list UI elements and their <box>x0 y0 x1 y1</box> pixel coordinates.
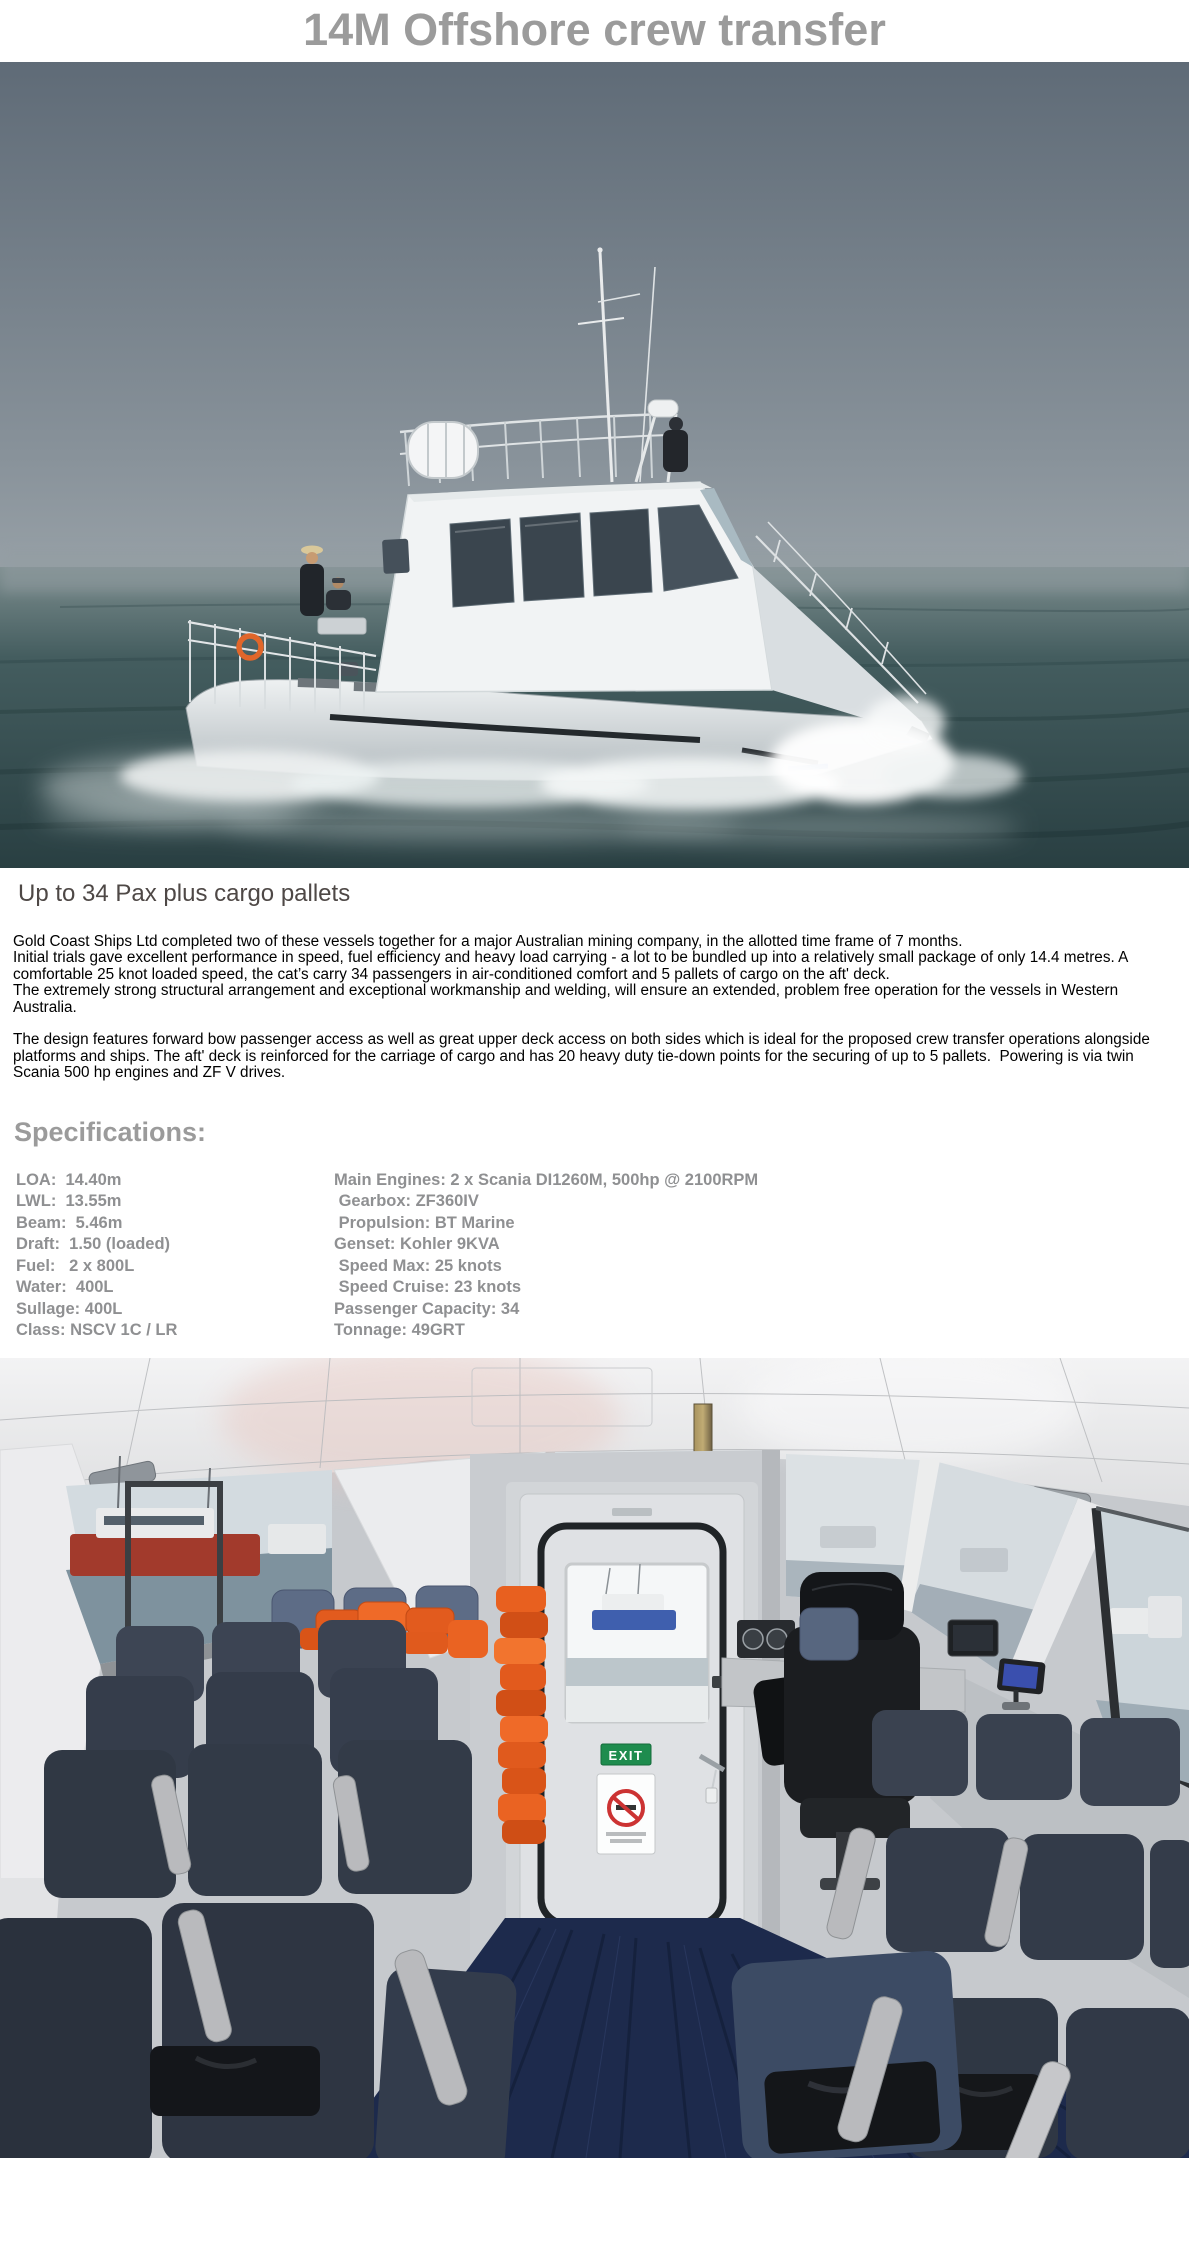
svg-text:EXIT: EXIT <box>608 1747 644 1763</box>
exit-sign <box>601 1744 651 1765</box>
spec-lwl: LWL: 13.55m <box>16 1192 122 1211</box>
paragraph-spacer <box>13 1016 1176 1032</box>
spec-class: Class: NSCV 1C / LR <box>16 1321 178 1340</box>
spec-row <box>16 1170 1189 1192</box>
spec-beam: Beam: 5.46m <box>16 1213 123 1232</box>
door-top-latch <box>612 1508 652 1516</box>
spec-gearbox: Gearbox: ZF360IV <box>334 1192 479 1211</box>
spec-speed-max: Speed Max: 25 knots <box>334 1256 502 1275</box>
article-body <box>13 934 1176 1082</box>
spec-row <box>16 1320 1189 1342</box>
spec-fuel: Fuel: 2 x 800L <box>16 1256 135 1275</box>
spec-water: Water: 400L <box>16 1278 114 1297</box>
spec-draft: Draft: 1.50 (loaded) <box>16 1235 171 1254</box>
spec-row <box>16 1191 1189 1213</box>
spec-sullage: Sullage: 400L <box>16 1299 123 1318</box>
spec-row <box>16 1234 1189 1256</box>
spec-propulsion: Propulsion: BT Marine <box>334 1213 515 1232</box>
paragraph: The extremely strong structural arrangement and exceptional workmanship and welding, will ensure an extended, problem free operation for the vessels in Western Australia. <box>13 982 1122 1016</box>
gps-display <box>997 1658 1046 1695</box>
specifications-heading: Specifications: <box>14 1116 207 1147</box>
spec-passenger-capacity: Passenger Capacity: 34 <box>334 1299 520 1318</box>
no-smoking-sign <box>597 1774 655 1854</box>
spec-row <box>16 1213 1189 1235</box>
paragraph: Gold Coast Ships Ltd completed two of these vessels together for a major Australian mining company, in the allotted time frame of 7 months. <box>13 933 963 950</box>
paragraph: The design features forward bow passenger access as well as great upper deck access on both sides which is ideal for the proposed crew transfer operations alongside platforms and ships. The aft' deck is reinforced for the carriage of cargo and has 20 heavy duty tie-down points for the securing of up to 5 pallets. Powering is via twin Scania 500 hp engines and ZF V drives. <box>13 1031 1155 1082</box>
paragraph: Initial trials gave excellent performance in speed, fuel efficiency and heavy load carrying - a lot to be bundled up into a relatively small package of only 14.4 metres. A comfortable 25 knot loaded speed, the cat’s carry 34 passengers in air-conditioned comfort and 5 pallets of cargo on the aft' deck. <box>13 949 1132 983</box>
life-jacket-stack <box>494 1586 548 1844</box>
spec-row <box>16 1277 1189 1299</box>
cabin-interior-photo <box>0 1358 1189 2158</box>
spec-loa: LOA: 14.40m <box>16 1170 122 1189</box>
door-window <box>566 1564 708 1722</box>
life-raft <box>408 422 478 478</box>
spec-speed-cruise: Speed Cruise: 23 knots <box>334 1278 522 1297</box>
boat-exterior-photo <box>0 62 1189 868</box>
spec-genset: Genset: Kohler 9KVA <box>334 1235 500 1254</box>
specifications-list <box>16 1170 1189 1342</box>
subtitle: Up to 34 Pax plus cargo pallets <box>18 880 351 907</box>
cabin-door[interactable] <box>520 1494 744 1952</box>
spec-row <box>16 1256 1189 1278</box>
page-title: 14M Offshore crew transfer <box>303 4 886 55</box>
deck-box <box>318 618 366 634</box>
spec-tonnage: Tonnage: 49GRT <box>334 1321 465 1340</box>
spec-main-engines: Main Engines: 2 x Scania DI1260M, 500hp @ 2100RPM <box>334 1170 759 1189</box>
spec-row <box>16 1299 1189 1321</box>
